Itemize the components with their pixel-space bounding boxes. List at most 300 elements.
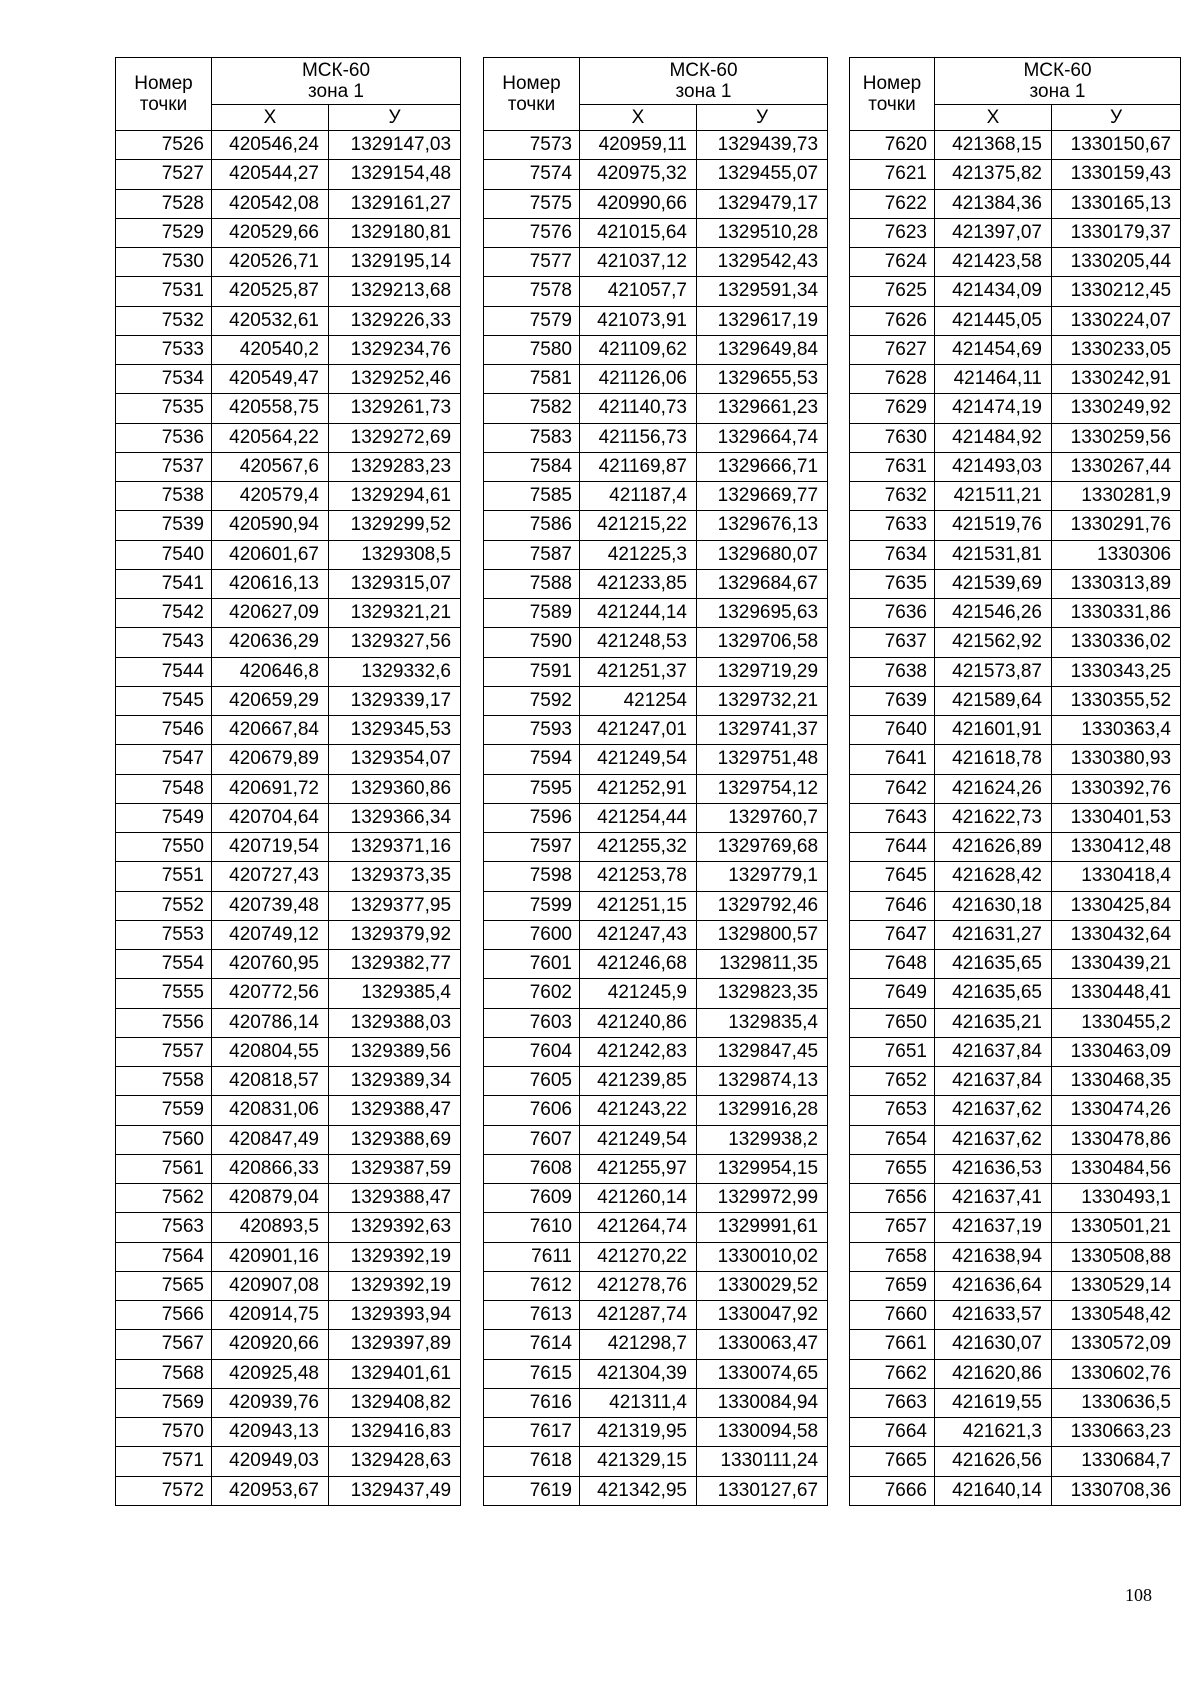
point-number-cell: 7532 <box>116 306 212 335</box>
y-coordinate-cell: 1329455,07 <box>697 160 828 189</box>
point-number-cell: 7662 <box>850 1359 935 1388</box>
point-number-cell: 7642 <box>850 774 935 803</box>
y-coordinate-cell: 1330313,89 <box>1052 569 1181 598</box>
point-number-cell: 7617 <box>484 1418 580 1447</box>
y-coordinate-cell: 1329154,48 <box>329 160 461 189</box>
y-coordinate-cell: 1329327,56 <box>329 628 461 657</box>
table-row <box>116 218 461 247</box>
x-coordinate-cell: 421635,21 <box>935 1008 1052 1037</box>
x-coordinate-cell: 420540,2 <box>212 335 329 364</box>
x-coordinate-cell: 421298,7 <box>580 1330 697 1359</box>
y-coordinate-cell: 1330508,88 <box>1052 1242 1181 1271</box>
coordinate-table-2 <box>483 57 828 1506</box>
y-coordinate-cell: 1330392,76 <box>1052 774 1181 803</box>
point-number-cell: 7651 <box>850 1037 935 1066</box>
table-row <box>116 160 461 189</box>
x-coordinate-cell: 421636,53 <box>935 1154 1052 1183</box>
table-row <box>850 1418 1181 1447</box>
x-coordinate-cell: 420847,49 <box>212 1125 329 1154</box>
x-coordinate-cell: 421562,92 <box>935 628 1052 657</box>
y-coordinate-cell: 1330343,25 <box>1052 657 1181 686</box>
table-row <box>850 1242 1181 1271</box>
x-coordinate-cell: 420879,04 <box>212 1184 329 1213</box>
y-coordinate-cell: 1329760,7 <box>697 803 828 832</box>
y-coordinate-cell: 1330267,44 <box>1052 452 1181 481</box>
point-number-cell: 7556 <box>116 1008 212 1037</box>
point-number-cell: 7605 <box>484 1067 580 1096</box>
table-row <box>484 306 828 335</box>
point-number-cell: 7616 <box>484 1388 580 1417</box>
y-coordinate-cell: 1329392,63 <box>329 1213 461 1242</box>
y-coordinate-cell: 1329669,77 <box>697 482 828 511</box>
header-coordinate-system: МСК-60 зона 1 <box>212 58 461 105</box>
point-number-cell: 7656 <box>850 1184 935 1213</box>
table-row <box>484 1067 828 1096</box>
x-coordinate-cell: 421635,65 <box>935 950 1052 979</box>
table-row <box>850 716 1181 745</box>
x-coordinate-cell: 420659,29 <box>212 686 329 715</box>
x-coordinate-cell: 421249,54 <box>580 745 697 774</box>
x-coordinate-cell: 421254 <box>580 686 697 715</box>
table-row <box>116 1125 461 1154</box>
y-coordinate-cell: 1330474,26 <box>1052 1096 1181 1125</box>
y-coordinate-cell: 1330708,36 <box>1052 1476 1181 1505</box>
y-coordinate-cell: 1330233,05 <box>1052 335 1181 364</box>
x-coordinate-cell: 421628,42 <box>935 862 1052 891</box>
page-number: 108 <box>1125 1585 1152 1605</box>
table-row <box>116 833 461 862</box>
x-coordinate-cell: 421638,94 <box>935 1242 1052 1271</box>
x-coordinate-cell: 421640,14 <box>935 1476 1052 1505</box>
table-row <box>850 979 1181 1008</box>
y-coordinate-cell: 1329666,71 <box>697 452 828 481</box>
y-coordinate-cell: 1329332,6 <box>329 657 461 686</box>
y-coordinate-cell: 1330159,43 <box>1052 160 1181 189</box>
x-coordinate-cell: 421434,09 <box>935 277 1052 306</box>
point-number-cell: 7528 <box>116 189 212 218</box>
y-coordinate-cell: 1329938,2 <box>697 1125 828 1154</box>
point-number-cell: 7585 <box>484 482 580 511</box>
point-number-cell: 7582 <box>484 394 580 423</box>
table-row <box>850 452 1181 481</box>
point-number-cell: 7560 <box>116 1125 212 1154</box>
table-row <box>850 1125 1181 1154</box>
point-number-cell: 7575 <box>484 189 580 218</box>
header-coordinate-system: МСК-60 зона 1 <box>580 58 828 105</box>
y-coordinate-cell: 1330484,56 <box>1052 1154 1181 1183</box>
y-coordinate-cell: 1329401,61 <box>329 1359 461 1388</box>
y-coordinate-cell: 1329213,68 <box>329 277 461 306</box>
table-row <box>116 423 461 452</box>
table-row <box>850 774 1181 803</box>
x-coordinate-cell: 420526,71 <box>212 248 329 277</box>
table-row <box>116 540 461 569</box>
point-number-cell: 7564 <box>116 1242 212 1271</box>
x-coordinate-cell: 420760,95 <box>212 950 329 979</box>
table-row <box>850 277 1181 306</box>
point-number-cell: 7542 <box>116 599 212 628</box>
x-coordinate-cell: 421311,4 <box>580 1388 697 1417</box>
point-number-cell: 7599 <box>484 891 580 920</box>
point-number-cell: 7574 <box>484 160 580 189</box>
table-row <box>850 1213 1181 1242</box>
point-number-cell: 7649 <box>850 979 935 1008</box>
point-number-cell: 7610 <box>484 1213 580 1242</box>
table-row <box>116 1301 461 1330</box>
y-coordinate-cell: 1329542,43 <box>697 248 828 277</box>
point-number-cell: 7648 <box>850 950 935 979</box>
point-number-cell: 7572 <box>116 1476 212 1505</box>
y-coordinate-cell: 1330602,76 <box>1052 1359 1181 1388</box>
table-row <box>484 131 828 160</box>
y-coordinate-cell: 1329397,89 <box>329 1330 461 1359</box>
table-row <box>850 1476 1181 1505</box>
y-coordinate-cell: 1330281,9 <box>1052 482 1181 511</box>
point-number-cell: 7550 <box>116 833 212 862</box>
point-number-cell: 7594 <box>484 745 580 774</box>
table-row <box>850 1067 1181 1096</box>
y-coordinate-cell: 1329373,35 <box>329 862 461 891</box>
table-row <box>850 511 1181 540</box>
point-number-cell: 7596 <box>484 803 580 832</box>
y-coordinate-cell: 1330363,4 <box>1052 716 1181 745</box>
table-row <box>116 569 461 598</box>
point-number-cell: 7590 <box>484 628 580 657</box>
point-number-cell: 7653 <box>850 1096 935 1125</box>
y-coordinate-cell: 1329684,67 <box>697 569 828 598</box>
y-coordinate-cell: 1329972,99 <box>697 1184 828 1213</box>
y-coordinate-cell: 1329315,07 <box>329 569 461 598</box>
y-coordinate-cell: 1329321,21 <box>329 599 461 628</box>
table-row <box>116 452 461 481</box>
table-body <box>116 131 461 1506</box>
x-coordinate-cell: 421264,74 <box>580 1213 697 1242</box>
y-coordinate-cell: 1330179,37 <box>1052 218 1181 247</box>
table-row <box>850 306 1181 335</box>
y-coordinate-cell: 1330412,48 <box>1052 833 1181 862</box>
x-coordinate-cell: 421635,65 <box>935 979 1052 1008</box>
y-coordinate-cell: 1329147,03 <box>329 131 461 160</box>
table-row <box>484 335 828 364</box>
x-coordinate-cell: 420544,27 <box>212 160 329 189</box>
y-coordinate-cell: 1330111,24 <box>697 1447 828 1476</box>
table-row <box>484 920 828 949</box>
point-number-cell: 7640 <box>850 716 935 745</box>
x-coordinate-cell: 421246,68 <box>580 950 697 979</box>
y-coordinate-cell: 1329655,53 <box>697 365 828 394</box>
x-coordinate-cell: 421637,84 <box>935 1037 1052 1066</box>
x-coordinate-cell: 420990,66 <box>580 189 697 218</box>
table-row <box>484 569 828 598</box>
table-row <box>850 1359 1181 1388</box>
table-row <box>116 979 461 1008</box>
table-row <box>484 1388 828 1417</box>
y-coordinate-cell: 1329769,68 <box>697 833 828 862</box>
point-number-cell: 7533 <box>116 335 212 364</box>
table-row <box>484 628 828 657</box>
x-coordinate-cell: 420667,84 <box>212 716 329 745</box>
table-row <box>484 277 828 306</box>
table-row <box>116 1184 461 1213</box>
x-coordinate-cell: 421240,86 <box>580 1008 697 1037</box>
y-coordinate-cell: 1330663,23 <box>1052 1418 1181 1447</box>
point-number-cell: 7553 <box>116 920 212 949</box>
y-coordinate-cell: 1330448,41 <box>1052 979 1181 1008</box>
point-number-cell: 7535 <box>116 394 212 423</box>
x-coordinate-cell: 421637,19 <box>935 1213 1052 1242</box>
x-coordinate-cell: 421546,26 <box>935 599 1052 628</box>
y-coordinate-cell: 1329649,84 <box>697 335 828 364</box>
x-coordinate-cell: 420925,48 <box>212 1359 329 1388</box>
table-row <box>484 891 828 920</box>
x-coordinate-cell: 421242,83 <box>580 1037 697 1066</box>
x-coordinate-cell: 421511,21 <box>935 482 1052 511</box>
y-coordinate-cell: 1330336,02 <box>1052 628 1181 657</box>
y-coordinate-cell: 1329991,61 <box>697 1213 828 1242</box>
point-number-cell: 7665 <box>850 1447 935 1476</box>
point-number-cell: 7609 <box>484 1184 580 1213</box>
x-coordinate-cell: 421601,91 <box>935 716 1052 745</box>
table-row <box>850 833 1181 862</box>
point-number-cell: 7627 <box>850 335 935 364</box>
x-coordinate-cell: 421243,22 <box>580 1096 697 1125</box>
x-coordinate-cell: 421304,39 <box>580 1359 697 1388</box>
x-coordinate-cell: 420627,09 <box>212 599 329 628</box>
x-coordinate-cell: 421169,87 <box>580 452 697 481</box>
x-coordinate-cell: 420939,76 <box>212 1388 329 1417</box>
x-coordinate-cell: 421637,62 <box>935 1125 1052 1154</box>
y-coordinate-cell: 1330074,65 <box>697 1359 828 1388</box>
table-row <box>484 1301 828 1330</box>
x-coordinate-cell: 421626,89 <box>935 833 1052 862</box>
point-number-cell: 7591 <box>484 657 580 686</box>
point-number-cell: 7547 <box>116 745 212 774</box>
point-number-cell: 7638 <box>850 657 935 686</box>
x-coordinate-cell: 420616,13 <box>212 569 329 598</box>
table-row <box>850 394 1181 423</box>
table-row <box>850 335 1181 364</box>
y-coordinate-cell: 1329661,23 <box>697 394 828 423</box>
point-number-cell: 7571 <box>116 1447 212 1476</box>
point-number-cell: 7623 <box>850 218 935 247</box>
table-row <box>116 716 461 745</box>
y-coordinate-cell: 1329800,57 <box>697 920 828 949</box>
header-x: Х <box>935 105 1052 131</box>
x-coordinate-cell: 421637,84 <box>935 1067 1052 1096</box>
table-row <box>850 423 1181 452</box>
y-coordinate-cell: 1329617,19 <box>697 306 828 335</box>
table-row <box>116 335 461 364</box>
point-number-cell: 7637 <box>850 628 935 657</box>
header-x: Х <box>212 105 329 131</box>
x-coordinate-cell: 420975,32 <box>580 160 697 189</box>
y-coordinate-cell: 1329371,16 <box>329 833 461 862</box>
table-row <box>850 248 1181 277</box>
point-number-cell: 7592 <box>484 686 580 715</box>
table-row <box>116 511 461 540</box>
point-number-cell: 7584 <box>484 452 580 481</box>
table-row <box>850 1037 1181 1066</box>
x-coordinate-cell: 421255,97 <box>580 1154 697 1183</box>
table-row <box>116 1476 461 1505</box>
x-coordinate-cell: 420558,75 <box>212 394 329 423</box>
x-coordinate-cell: 420719,54 <box>212 833 329 862</box>
x-coordinate-cell: 421239,85 <box>580 1067 697 1096</box>
y-coordinate-cell: 1329379,92 <box>329 920 461 949</box>
table-row <box>850 1154 1181 1183</box>
y-coordinate-cell: 1329393,94 <box>329 1301 461 1330</box>
x-coordinate-cell: 421260,14 <box>580 1184 697 1213</box>
y-coordinate-cell: 1330205,44 <box>1052 248 1181 277</box>
x-coordinate-cell: 421015,64 <box>580 218 697 247</box>
y-coordinate-cell: 1330331,86 <box>1052 599 1181 628</box>
x-coordinate-cell: 421251,15 <box>580 891 697 920</box>
x-coordinate-cell: 420831,06 <box>212 1096 329 1125</box>
point-number-cell: 7612 <box>484 1271 580 1300</box>
point-number-cell: 7586 <box>484 511 580 540</box>
x-coordinate-cell: 421633,57 <box>935 1301 1052 1330</box>
x-coordinate-cell: 420901,16 <box>212 1242 329 1271</box>
point-number-cell: 7652 <box>850 1067 935 1096</box>
point-number-cell: 7578 <box>484 277 580 306</box>
table-row <box>116 803 461 832</box>
y-coordinate-cell: 1329428,63 <box>329 1447 461 1476</box>
y-coordinate-cell: 1330291,76 <box>1052 511 1181 540</box>
x-coordinate-cell: 420542,08 <box>212 189 329 218</box>
x-coordinate-cell: 421126,06 <box>580 365 697 394</box>
table-row <box>116 920 461 949</box>
table-row <box>850 1301 1181 1330</box>
x-coordinate-cell: 421248,53 <box>580 628 697 657</box>
table-row <box>116 1271 461 1300</box>
table-row <box>484 686 828 715</box>
table-row <box>116 1096 461 1125</box>
point-number-cell: 7593 <box>484 716 580 745</box>
y-coordinate-cell: 1330212,45 <box>1052 277 1181 306</box>
x-coordinate-cell: 420959,11 <box>580 131 697 160</box>
y-coordinate-cell: 1329732,21 <box>697 686 828 715</box>
y-coordinate-cell: 1330047,92 <box>697 1301 828 1330</box>
point-number-cell: 7636 <box>850 599 935 628</box>
y-coordinate-cell: 1329695,63 <box>697 599 828 628</box>
x-coordinate-cell: 421252,91 <box>580 774 697 803</box>
table-row <box>484 423 828 452</box>
y-coordinate-cell: 1329388,47 <box>329 1184 461 1213</box>
table-row <box>484 1037 828 1066</box>
point-number-cell: 7618 <box>484 1447 580 1476</box>
x-coordinate-cell: 421156,73 <box>580 423 697 452</box>
point-number-cell: 7626 <box>850 306 935 335</box>
point-number-cell: 7615 <box>484 1359 580 1388</box>
y-coordinate-cell: 1329388,47 <box>329 1096 461 1125</box>
header-point-number: Номер точки <box>850 58 935 131</box>
y-coordinate-cell: 1329874,13 <box>697 1067 828 1096</box>
y-coordinate-cell: 1329811,35 <box>697 950 828 979</box>
x-coordinate-cell: 420532,61 <box>212 306 329 335</box>
table-row <box>116 1213 461 1242</box>
table-row <box>484 745 828 774</box>
table-row <box>484 482 828 511</box>
point-number-cell: 7541 <box>116 569 212 598</box>
point-number-cell: 7561 <box>116 1154 212 1183</box>
x-coordinate-cell: 421245,9 <box>580 979 697 1008</box>
y-coordinate-cell: 1330249,92 <box>1052 394 1181 423</box>
point-number-cell: 7608 <box>484 1154 580 1183</box>
x-coordinate-cell: 421397,07 <box>935 218 1052 247</box>
point-number-cell: 7643 <box>850 803 935 832</box>
point-number-cell: 7646 <box>850 891 935 920</box>
x-coordinate-cell: 421474,19 <box>935 394 1052 423</box>
x-coordinate-cell: 421233,85 <box>580 569 697 598</box>
y-coordinate-cell: 1329308,5 <box>329 540 461 569</box>
x-coordinate-cell: 421484,92 <box>935 423 1052 452</box>
table-row <box>484 862 828 891</box>
point-number-cell: 7625 <box>850 277 935 306</box>
x-coordinate-cell: 421329,15 <box>580 1447 697 1476</box>
x-coordinate-cell: 421225,3 <box>580 540 697 569</box>
table-row <box>850 686 1181 715</box>
table-row <box>484 248 828 277</box>
point-number-cell: 7660 <box>850 1301 935 1330</box>
x-coordinate-cell: 421247,01 <box>580 716 697 745</box>
point-number-cell: 7557 <box>116 1037 212 1066</box>
y-coordinate-cell: 1329261,73 <box>329 394 461 423</box>
y-coordinate-cell: 1330468,35 <box>1052 1067 1181 1096</box>
header-x: Х <box>580 105 697 131</box>
x-coordinate-cell: 421140,73 <box>580 394 697 423</box>
table-row <box>484 218 828 247</box>
table-row <box>850 160 1181 189</box>
point-number-cell: 7559 <box>116 1096 212 1125</box>
y-coordinate-cell: 1330063,47 <box>697 1330 828 1359</box>
table-row <box>484 1359 828 1388</box>
x-coordinate-cell: 421464,11 <box>935 365 1052 394</box>
header-coordinate-system: МСК-60 зона 1 <box>935 58 1181 105</box>
y-coordinate-cell: 1329392,19 <box>329 1242 461 1271</box>
table-row <box>850 1008 1181 1037</box>
x-coordinate-cell: 421631,27 <box>935 920 1052 949</box>
y-coordinate-cell: 1330418,4 <box>1052 862 1181 891</box>
x-coordinate-cell: 420646,8 <box>212 657 329 686</box>
header-y: У <box>329 105 461 131</box>
point-number-cell: 7619 <box>484 1476 580 1505</box>
x-coordinate-cell: 420949,03 <box>212 1447 329 1476</box>
x-coordinate-cell: 421630,18 <box>935 891 1052 920</box>
y-coordinate-cell: 1329360,86 <box>329 774 461 803</box>
x-coordinate-cell: 420564,22 <box>212 423 329 452</box>
x-coordinate-cell: 420907,08 <box>212 1271 329 1300</box>
y-coordinate-cell: 1330493,1 <box>1052 1184 1181 1213</box>
x-coordinate-cell: 421215,22 <box>580 511 697 540</box>
x-coordinate-cell: 420953,67 <box>212 1476 329 1505</box>
x-coordinate-cell: 420772,56 <box>212 979 329 1008</box>
y-coordinate-cell: 1329416,83 <box>329 1418 461 1447</box>
x-coordinate-cell: 421626,56 <box>935 1447 1052 1476</box>
point-number-cell: 7543 <box>116 628 212 657</box>
x-coordinate-cell: 421589,64 <box>935 686 1052 715</box>
table-row <box>850 745 1181 774</box>
y-coordinate-cell: 1329234,76 <box>329 335 461 364</box>
point-number-cell: 7558 <box>116 1067 212 1096</box>
table-row <box>484 511 828 540</box>
x-coordinate-cell: 421619,55 <box>935 1388 1052 1417</box>
x-coordinate-cell: 421251,37 <box>580 657 697 686</box>
x-coordinate-cell: 421342,95 <box>580 1476 697 1505</box>
table-row <box>116 891 461 920</box>
y-coordinate-cell: 1330127,67 <box>697 1476 828 1505</box>
table-row <box>484 1447 828 1476</box>
table-row <box>850 482 1181 511</box>
